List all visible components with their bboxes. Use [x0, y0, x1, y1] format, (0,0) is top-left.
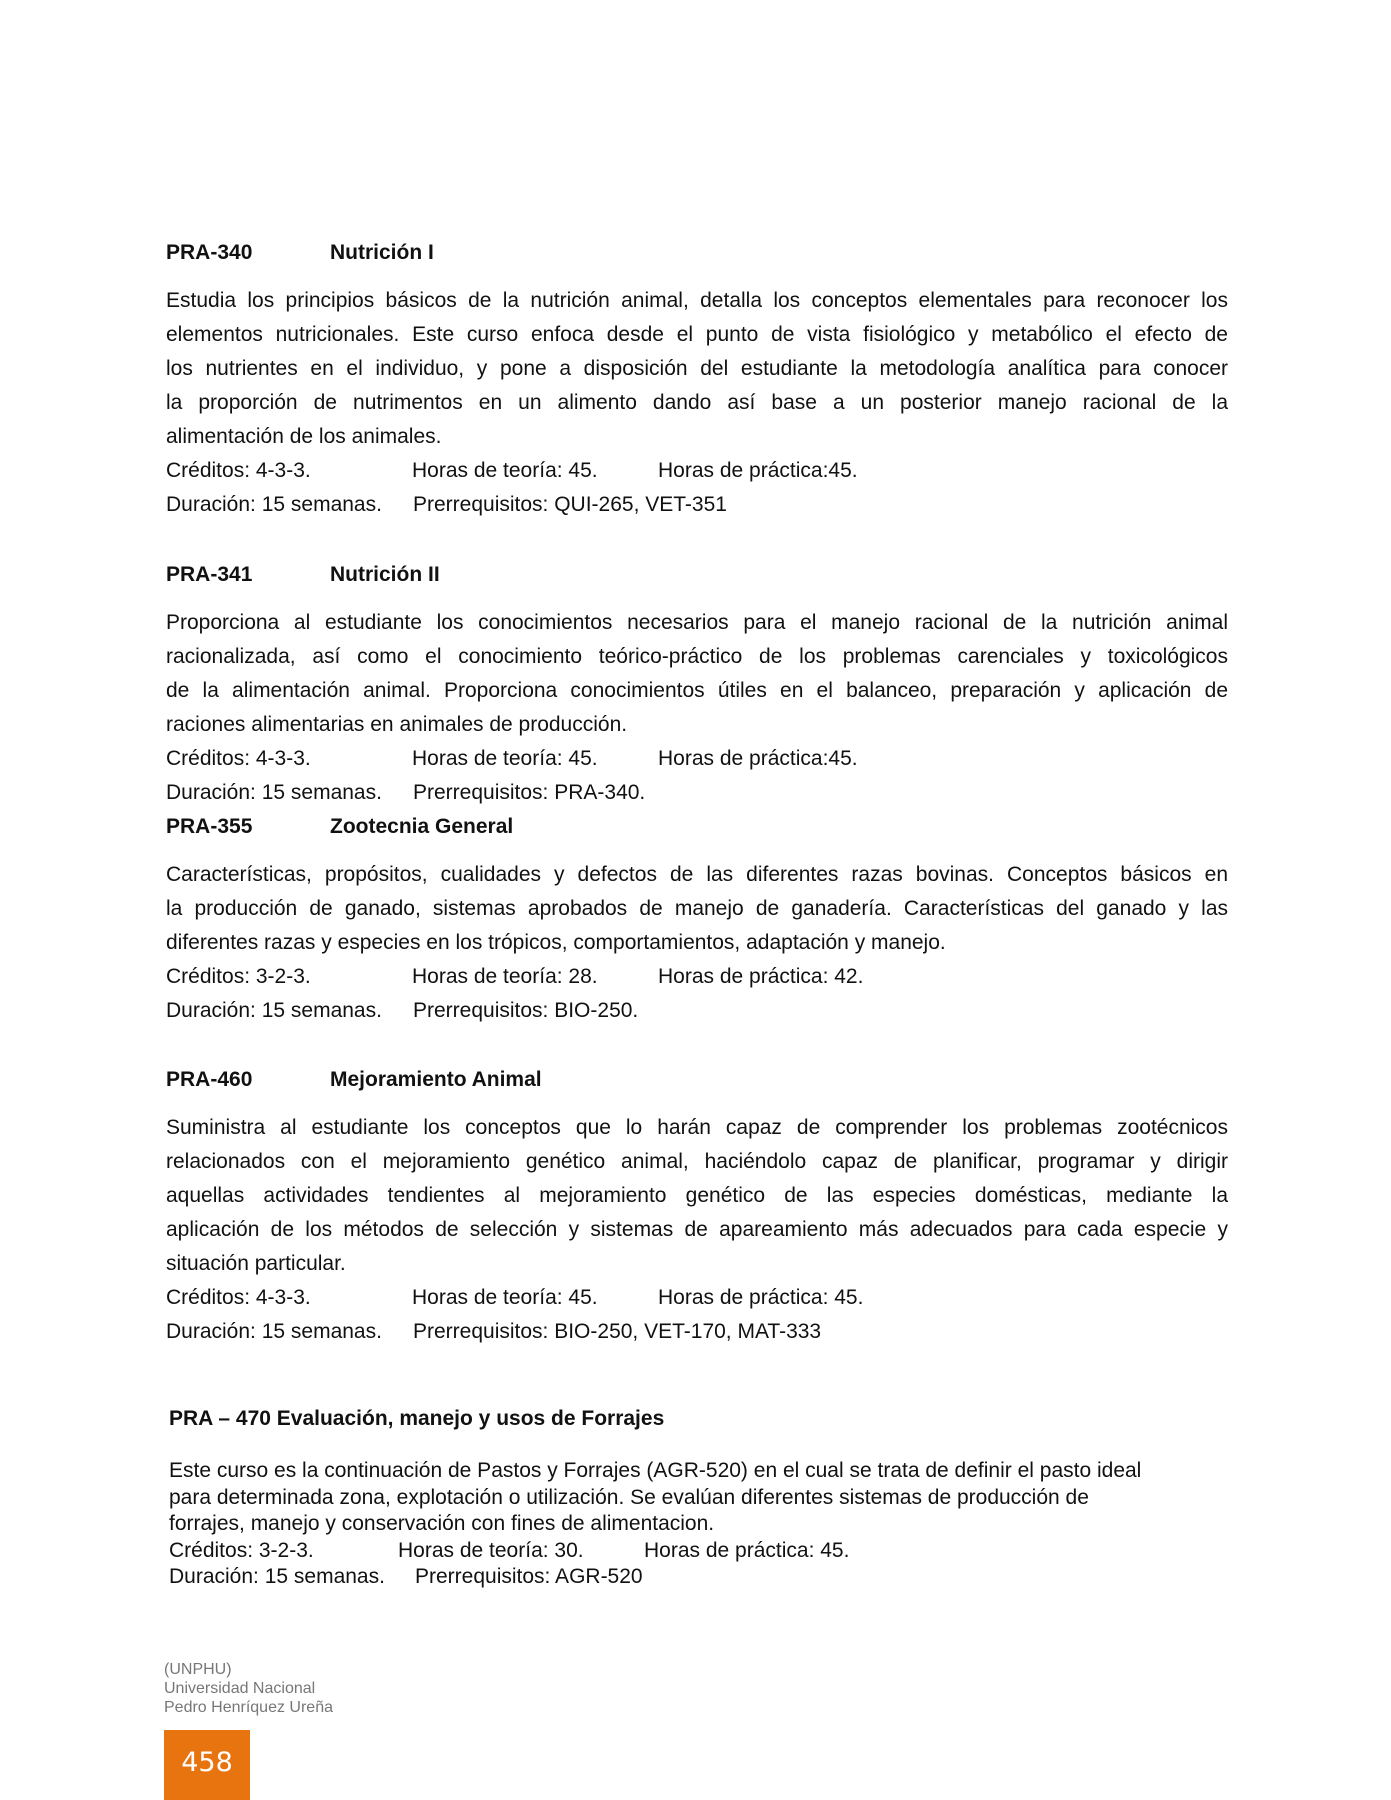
footer-institution: [164, 1660, 333, 1717]
course-description: [166, 1111, 1228, 1281]
description-line: aquellas actividades tendientes al mejoramiento genético de las especies domésticas, mediante la: [166, 1184, 1228, 1207]
prerequisites-text: Prerrequisitos: BIO-250.: [413, 999, 639, 1022]
footer-acronym: (UNPHU): [164, 1661, 232, 1678]
course-hours-row: [166, 1281, 1228, 1315]
theory-hours-text: Horas de teoría: 30.: [398, 1538, 584, 1562]
description-line: situación particular.: [166, 1252, 346, 1275]
prerequisites-text: Prerrequisitos: PRA-340.: [413, 781, 646, 804]
description-line: Suministra al estudiante los conceptos que lo harán capaz de comprender los problemas zootécnicos: [166, 1116, 1228, 1139]
practice-hours-text: Horas de práctica: 42.: [658, 965, 864, 988]
course-section: [166, 236, 1228, 522]
course-code: PRA-460: [166, 1068, 253, 1091]
description-line: Características, propósitos, cualidades y defectos de las diferentes razas bovinas. Conceptos básicos en: [166, 863, 1228, 886]
course-section: [166, 810, 1228, 1028]
credits-text: Créditos: 4-3-3.: [166, 747, 311, 770]
course-description: [166, 606, 1228, 742]
duration-text: Duración: 15 semanas.: [166, 781, 382, 804]
description-line: raciones alimentarias en animales de producción.: [166, 713, 628, 736]
course-duration-row: [166, 488, 1228, 522]
description-line: Estudia los principios básicos de la nutrición animal, detalla los conceptos elementales para reconocer los: [166, 289, 1228, 312]
course-title: Nutrición II: [330, 563, 440, 586]
course-title: Zootecnia General: [330, 815, 514, 838]
description-line: alimentación de los animales.: [166, 425, 442, 448]
course-duration-row: [169, 1564, 1231, 1591]
footer-name-line1: Universidad Nacional: [164, 1680, 316, 1697]
course-heading: [166, 236, 1228, 270]
course-heading-text: PRA – 470 Evaluación, manejo y usos de Forrajes: [169, 1407, 665, 1430]
course-hours-row: [166, 960, 1228, 994]
description-line: diferentes razas y especies en los trópicos, comportamientos, adaptación y manejo.: [166, 931, 946, 954]
description-line: forrajes, manejo y conservación con fines de alimentacion.: [169, 1512, 715, 1535]
prerequisites-text: Prerrequisitos: BIO-250, VET-170, MAT-333: [413, 1320, 822, 1343]
course-description: [166, 284, 1228, 454]
course-section: [166, 1063, 1228, 1349]
description-line: la producción de ganado, sistemas aprobados de manejo de ganadería. Características del ganado y las: [166, 897, 1228, 920]
duration-text: Duración: 15 semanas.: [166, 1320, 382, 1343]
description-line: aplicación de los métodos de selección y sistemas de apareamiento más adecuados para cada especie y: [166, 1218, 1228, 1241]
credits-text: Créditos: 3-2-3.: [166, 965, 311, 988]
course-heading: [166, 1063, 1228, 1097]
practice-hours-text: Horas de práctica: 45.: [644, 1538, 850, 1562]
description-line: de la alimentación animal. Proporciona conocimientos útiles en el balanceo, preparación y aplicación de: [166, 679, 1228, 702]
description-line: relacionados con el mejoramiento genético animal, haciéndolo capaz de planificar, programar y dirigir: [166, 1150, 1228, 1173]
theory-hours-text: Horas de teoría: 28.: [412, 965, 598, 988]
course-code: PRA-355: [166, 815, 253, 838]
course-hours-row: [166, 742, 1228, 776]
duration-text: Duración: 15 semanas.: [166, 999, 382, 1022]
course-description: [169, 1458, 1231, 1538]
prerequisites-text: Prerrequisitos: AGR-520: [415, 1565, 643, 1588]
course-code: PRA-341: [166, 563, 253, 586]
duration-text: Duración: 15 semanas.: [166, 493, 382, 516]
course-code: PRA-340: [166, 241, 253, 264]
credits-text: Créditos: 4-3-3.: [166, 1286, 311, 1309]
description-line: para determinada zona, explotación o utilización. Se evalúan diferentes sistemas de producción de: [169, 1485, 1089, 1509]
practice-hours-text: Horas de práctica: 45.: [658, 1286, 864, 1309]
description-line: Este curso es la continuación de Pastos y Forrajes (AGR-520) en el cual se trata de definir el pasto ideal: [169, 1459, 1142, 1482]
course-duration-row: [166, 776, 1228, 810]
description-line: Proporciona al estudiante los conocimientos necesarios para el manejo racional de la nutrición animal: [166, 611, 1228, 634]
course-heading: [166, 558, 1228, 592]
theory-hours-text: Horas de teoría: 45.: [412, 1286, 598, 1309]
credits-text: Créditos: 3-2-3.: [169, 1538, 314, 1562]
description-line: los nutrientes en el individuo, y pone a disposición del estudiante la metodología analítica para conocer: [166, 357, 1228, 380]
course-duration-row: [166, 994, 1228, 1028]
duration-text: Duración: 15 semanas.: [169, 1565, 385, 1588]
description-line: elementos nutricionales. Este curso enfoca desde el punto de vista fisiológico y metabólico el efecto de: [166, 323, 1228, 346]
practice-hours-text: Horas de práctica:45.: [658, 747, 858, 770]
course-title: Mejoramiento Animal: [330, 1068, 542, 1091]
course-hours-row: [169, 1538, 1231, 1565]
course-heading: [166, 810, 1228, 844]
course-section: [166, 558, 1228, 810]
course-duration-row: [166, 1315, 1228, 1349]
practice-hours-text: Horas de práctica:45.: [658, 459, 858, 482]
description-line: racionalizada, así como el conocimiento teórico-práctico de los problemas carenciales y toxicológicos: [166, 645, 1228, 668]
course-hours-row: [166, 454, 1228, 488]
theory-hours-text: Horas de teoría: 45.: [412, 459, 598, 482]
course-title: Nutrición I: [330, 241, 434, 264]
course-description: [166, 858, 1228, 960]
description-line: la proporción de nutrimentos en un alimento dando así base a un posterior manejo racional de la: [166, 391, 1228, 414]
prerequisites-text: Prerrequisitos: QUI-265, VET-351: [413, 493, 727, 516]
course-section: [169, 1402, 1231, 1591]
theory-hours-text: Horas de teoría: 45.: [412, 747, 598, 770]
footer-name-line2: Pedro Henríquez Ureña: [164, 1699, 333, 1716]
credits-text: Créditos: 4-3-3.: [166, 459, 311, 482]
page-number: 458: [164, 1730, 250, 1800]
course-heading: [169, 1402, 1231, 1436]
